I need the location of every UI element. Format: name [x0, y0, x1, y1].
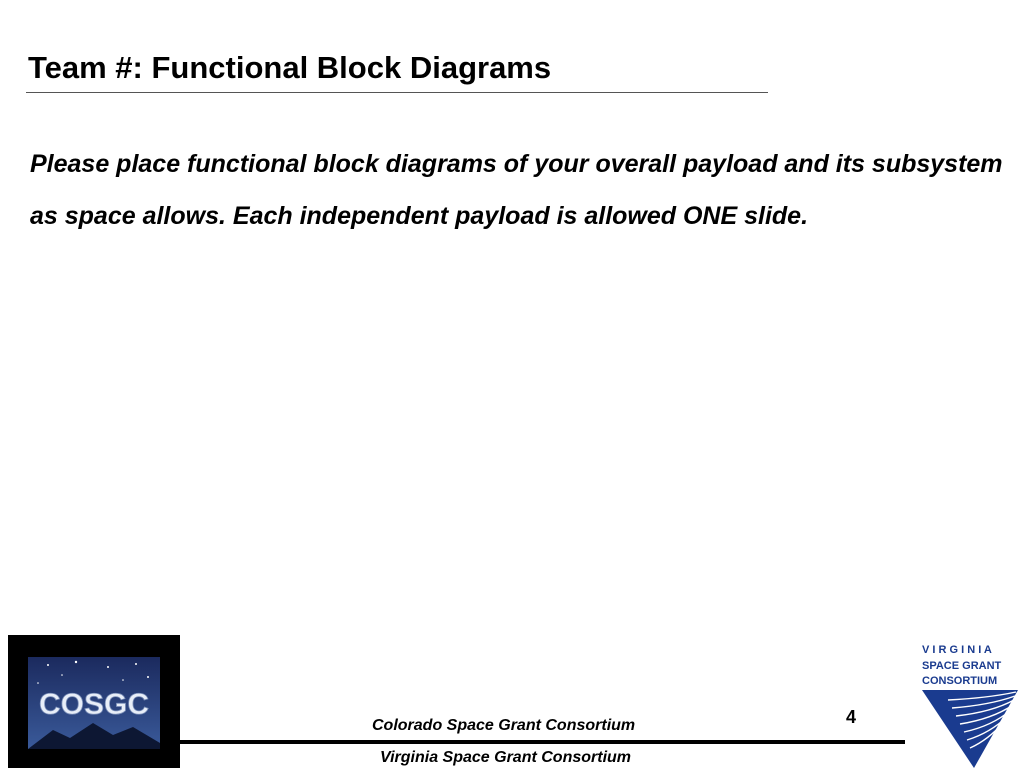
footer-colorado: Colorado Space Grant Consortium [372, 717, 636, 734]
footer-virginia: Virginia Space Grant Consortium [380, 749, 632, 766]
vsgc-line1: V I R G I N I A [922, 644, 992, 656]
vsgc-line3: CONSORTIUM [922, 675, 998, 687]
footer-divider [180, 740, 905, 744]
page-number: 4 [846, 707, 857, 727]
vsgc-line2: SPACE GRANT [922, 660, 1002, 672]
title-divider [26, 92, 768, 93]
cosgc-logo [8, 635, 180, 768]
vsgc-logo [918, 642, 1022, 768]
slide-body-text: Please place functional block diagrams of your overall payload and its subsystem as space allows. Each independent payload is allowed ONE slide. [30, 150, 1003, 230]
slide-title: Team #: Functional Block Diagrams [28, 50, 552, 85]
cosgc-logo-text: COSGC [38, 688, 150, 721]
